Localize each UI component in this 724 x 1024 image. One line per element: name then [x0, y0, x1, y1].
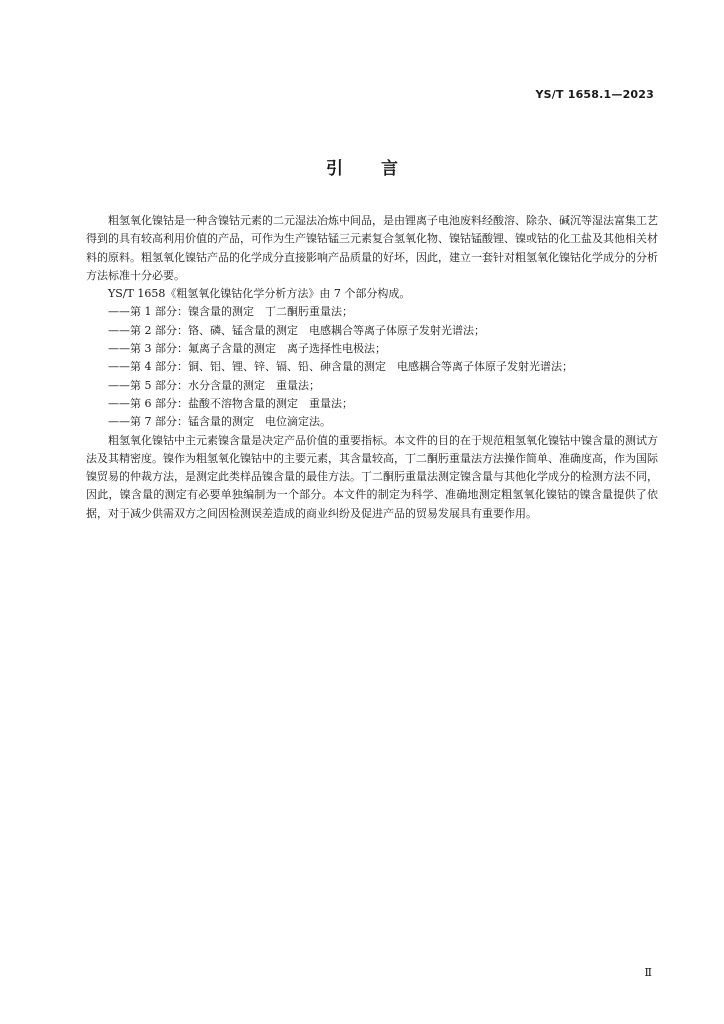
- document-body: [86, 212, 658, 523]
- part-list-item: ——第 2 部分：铬、磷、锰含量的测定 电感耦合等离子体原子发射光谱法；: [108, 323, 485, 337]
- part-list-item: ——第 3 部分：氟离子含量的测定 离子选择性电极法；: [108, 342, 386, 356]
- page-title: 引言: [326, 159, 436, 179]
- intro-paragraph-1: 粗氢氧化镍钴是一种含镍钴元素的二元湿法冶炼中间品，是由锂离子电池废料经酸溶、除杂、碱沉等湿法富集工艺得到的具有较高利用价值的产品，可作为生产镍钴锰三元素复合氢氧化物、镍钴锰酸锂、镍或钴的化工盐及其他相关材料的原料。粗氢氧化镍钴产品的化学成分直接影响产品质量的好坏，因此，建立一套针对粗氢氧化镍钴化学成分的分析方法标准十分必要。: [86, 214, 658, 282]
- intro-paragraph-2: YS/T 1658《粗氢氧化镍钴化学分析方法》由 7 个部分构成。: [108, 287, 411, 301]
- part-list-item: ——第 1 部分：镍含量的测定 丁二酮肟重量法；: [108, 305, 353, 319]
- page-number: Ⅱ: [644, 966, 652, 979]
- part-list-item: ——第 6 部分：盐酸不溶物含量的测定 重量法；: [108, 396, 353, 410]
- part-list-item: ——第 7 部分：锰含量的测定 电位滴定法。: [108, 415, 331, 429]
- part-list-item: ——第 4 部分：铜、铝、锂、锌、镉、铅、砷含量的测定 电感耦合等离子体原子发射光谱法；: [108, 360, 573, 374]
- standard-number: YS/T 1658.1—2023: [535, 88, 654, 101]
- part-list-item: ——第 5 部分：水分含量的测定 重量法；: [108, 378, 320, 392]
- intro-paragraph-3: 粗氢氧化镍钴中主元素镍含量是决定产品价值的重要指标。本文件的目的在于规范粗氢氧化镍钴中镍含量的测试方法及其精密度。镍作为粗氢氧化镍钴中的主要元素，其含量较高，丁二酮肟重量法方法操作简单、准确度高，作为国际镍贸易的仲裁方法，是测定此类样品镍含量的最佳方法。丁二酮肟重量法测定镍含量与其他化学成分的检测方法不同，因此，镍含量的测定有必要单独编制为一个部分。本文件的制定为科学、准确地测定粗氢氧化镍钴的镍含量提供了依据，对于减少供需双方之间因检测误差造成的商业纠纷及促进产品的贸易发展具有重要作用。: [86, 433, 658, 520]
